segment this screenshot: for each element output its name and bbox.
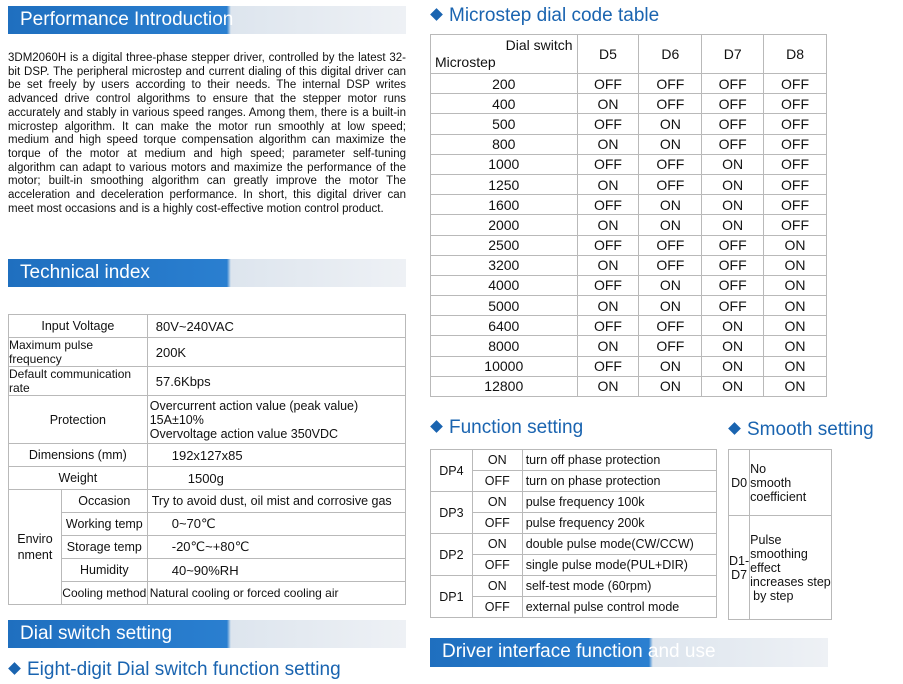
switch-state-d8: OFF: [764, 74, 827, 94]
protection-label: Protection: [9, 396, 148, 444]
table-row: [9, 559, 406, 582]
table-row: [431, 195, 827, 215]
microstep-value: 4000: [431, 275, 578, 295]
performance-text: 3DM2060H is a digital three-phase stepper driver, controlled by the latest 32-bit DSP. The peripheral microstep and current dialing of this digital driver can be set freely by users according to their needs. The internal DSP writes advanced drive control algorithms to ensure that the stepper motor runs accurately and stably in various speed ranges. Among them, there is a built-in microstep algorithm. It can make the motor run smoothly at low speed; medium and high speed torque compensation algorithm can maximize the torque of the motor at medium and high speed; parameter self-tuning algorithm can adapt to various motors and maximize the performance of the motor; built-in smoothing algorithm can greatly improve the motor The acceleration and deceleration performance. In short, this digital driver can meet most occasions and is a highly cost-effective motion control product.: [8, 52, 406, 215]
dip-switch-description: turn off phase protection: [522, 450, 716, 471]
table-row: [431, 555, 717, 576]
dip-switch-state: ON: [472, 492, 522, 513]
microstep-value: 3200: [431, 255, 578, 275]
table-row: [729, 516, 832, 620]
switch-state-d7: ON: [702, 174, 764, 194]
switch-state-d8: ON: [764, 316, 827, 336]
microstep-value: 200: [431, 74, 578, 94]
switch-state-d6: OFF: [639, 74, 702, 94]
table-row: [431, 134, 827, 154]
column-header-d6: D6: [639, 35, 702, 74]
input-voltage-label: Input Voltage: [9, 315, 148, 338]
switch-state-d8: ON: [764, 376, 827, 396]
switch-state-d6: ON: [639, 356, 702, 376]
microstep-value: 1600: [431, 195, 578, 215]
microstep-value: 2500: [431, 235, 578, 255]
switch-state-d5: OFF: [577, 356, 639, 376]
switch-state-d7: ON: [702, 154, 764, 174]
switch-state-d6: OFF: [639, 255, 702, 275]
switch-state-d8: OFF: [764, 154, 827, 174]
switch-state-d5: ON: [577, 255, 639, 275]
switch-state-d5: ON: [577, 174, 639, 194]
dip-switch-label: DP3: [431, 492, 473, 534]
switch-state-d5: OFF: [577, 74, 639, 94]
dip-switch-description: pulse frequency 100k: [522, 492, 716, 513]
switch-state-d8: OFF: [764, 94, 827, 114]
switch-state-d8: ON: [764, 356, 827, 376]
dimensions-value: 192x127x85: [147, 444, 405, 467]
storage-temp-label: Storage temp: [61, 536, 147, 559]
smooth-d0-line: No: [750, 461, 767, 476]
switch-state-d7: OFF: [702, 134, 764, 154]
dial-subheading-text: Eight-digit Dial switch function setting: [27, 659, 341, 680]
switch-state-d8: OFF: [764, 134, 827, 154]
working-temp-label: Working temp: [61, 513, 147, 536]
table-row: [431, 356, 827, 376]
humidity-value: 40~90%RH: [147, 559, 405, 582]
dip-switch-state: ON: [472, 450, 522, 471]
diamond-bullet-icon: [430, 8, 443, 21]
switch-state-d7: OFF: [702, 114, 764, 134]
protection-line1: Overcurrent action value (peak value): [149, 398, 359, 413]
switch-state-d7: ON: [702, 215, 764, 235]
switch-state-d6: OFF: [639, 316, 702, 336]
column-header-d8: D8: [764, 35, 827, 74]
table-row: [431, 154, 827, 174]
switch-state-d5: ON: [577, 376, 639, 396]
switch-state-d7: OFF: [702, 94, 764, 114]
dip-switch-label: DP4: [431, 450, 473, 492]
switch-state-d5: OFF: [577, 154, 639, 174]
environment-label-line2: nment: [17, 548, 53, 562]
smooth-d1d7-label: D1-D7: [729, 516, 750, 620]
switch-state-d6: OFF: [639, 235, 702, 255]
switch-state-d8: ON: [764, 296, 827, 316]
dip-switch-description: double pulse mode(CW/CCW): [522, 534, 716, 555]
microstep-value: 400: [431, 94, 578, 114]
environment-label: [9, 490, 62, 605]
table-row: [729, 450, 832, 516]
function-table: [430, 449, 717, 618]
microstep-heading-text: Microstep dial code table: [449, 5, 660, 26]
function-heading-text: Function setting: [449, 417, 584, 438]
diamond-bullet-icon: [8, 662, 21, 675]
comm-rate-value: 57.6Kbps: [147, 367, 405, 396]
switch-state-d5: ON: [577, 134, 639, 154]
table-row: [431, 450, 717, 471]
smooth-d1d7-line: increases step: [750, 574, 831, 589]
switch-state-d8: ON: [764, 235, 827, 255]
switch-state-d5: ON: [577, 296, 639, 316]
microstep-value: 1000: [431, 154, 578, 174]
dip-switch-description: self-test mode (60rpm): [522, 576, 716, 597]
microstep-value: 800: [431, 134, 578, 154]
technical-banner: [8, 259, 406, 287]
switch-state-d6: ON: [639, 134, 702, 154]
smooth-heading: [728, 419, 874, 441]
switch-state-d5: OFF: [577, 114, 639, 134]
switch-state-d7: OFF: [702, 255, 764, 275]
microstep-rows: [431, 74, 827, 397]
table-row: [431, 576, 717, 597]
switch-state-d6: OFF: [639, 336, 702, 356]
table-row: [9, 582, 406, 605]
table-row: [9, 338, 406, 367]
performance-banner: [8, 6, 406, 34]
smooth-d1d7-line: by step: [753, 588, 794, 603]
dip-switch-description: single pulse mode(PUL+DIR): [522, 555, 716, 576]
table-row: [431, 255, 827, 275]
switch-state-d6: OFF: [639, 174, 702, 194]
smooth-d0-desc: [750, 450, 832, 516]
humidity-label: Humidity: [61, 559, 147, 582]
occasion-value: Try to avoid dust, oil mist and corrosive gas: [147, 490, 405, 513]
comm-rate-label: Default communication rate: [9, 367, 148, 396]
weight-value: 1500g: [147, 467, 405, 490]
switch-state-d8: ON: [764, 336, 827, 356]
switch-state-d8: OFF: [764, 114, 827, 134]
function-rows: [431, 450, 717, 618]
table-row: [431, 513, 717, 534]
switch-state-d7: OFF: [702, 74, 764, 94]
table-row: [9, 315, 406, 338]
working-temp-value: 0~70℃: [147, 513, 405, 536]
corner-bottom-label: Microstep: [435, 54, 496, 70]
switch-state-d8: ON: [764, 255, 827, 275]
diamond-bullet-icon: [728, 422, 741, 435]
microstep-value: 8000: [431, 336, 578, 356]
switch-state-d5: ON: [577, 336, 639, 356]
table-row: [431, 275, 827, 295]
switch-state-d5: ON: [577, 215, 639, 235]
switch-state-d5: OFF: [577, 316, 639, 336]
max-pulse-value: 200K: [147, 338, 405, 367]
switch-state-d8: OFF: [764, 195, 827, 215]
environment-label-line1: Enviro: [17, 532, 53, 546]
switch-state-d7: OFF: [702, 296, 764, 316]
column-header-d7: D7: [702, 35, 764, 74]
dip-switch-state: ON: [472, 576, 522, 597]
dip-switch-state: OFF: [472, 597, 522, 618]
table-row: [9, 490, 406, 513]
switch-state-d5: ON: [577, 94, 639, 114]
microstep-value: 12800: [431, 376, 578, 396]
switch-state-d5: OFF: [577, 275, 639, 295]
switch-state-d7: OFF: [702, 235, 764, 255]
smooth-d1d7-desc: [750, 516, 832, 620]
dimensions-label: Dimensions (mm): [9, 444, 148, 467]
protection-value: [147, 396, 405, 444]
smooth-d1d7-line: smoothing: [750, 546, 808, 561]
dip-switch-label: DP2: [431, 534, 473, 576]
dip-switch-description: pulse frequency 200k: [522, 513, 716, 534]
table-row: [431, 316, 827, 336]
table-row: [431, 597, 717, 618]
switch-state-d5: OFF: [577, 235, 639, 255]
switch-state-d5: OFF: [577, 195, 639, 215]
switch-state-d6: ON: [639, 215, 702, 235]
table-row: [431, 336, 827, 356]
smooth-d0-label: D0: [729, 450, 750, 516]
switch-state-d7: ON: [702, 336, 764, 356]
cooling-label: Cooling method: [61, 582, 147, 605]
smooth-heading-text: Smooth setting: [747, 419, 874, 440]
protection-line3: Overvoltage action value 350VDC: [149, 426, 339, 441]
dial-heading: Dial switch setting: [20, 623, 173, 644]
microstep-corner-cell: [431, 35, 578, 74]
microstep-value: 1250: [431, 174, 578, 194]
storage-temp-value: -20℃~+80℃: [147, 536, 405, 559]
occasion-label: Occasion: [61, 490, 147, 513]
microstep-value: 5000: [431, 296, 578, 316]
smooth-d0-line: smooth: [750, 475, 792, 490]
microstep-heading: [430, 5, 659, 27]
driver-banner: [430, 638, 828, 667]
input-voltage-value: 80V~240VAC: [147, 315, 405, 338]
smooth-d1d7-line: Pulse: [750, 532, 782, 547]
dial-banner: [8, 620, 406, 648]
technical-table: [8, 314, 406, 605]
switch-state-d7: ON: [702, 195, 764, 215]
table-row: [431, 174, 827, 194]
function-heading: [430, 417, 583, 439]
dip-switch-state: OFF: [472, 471, 522, 492]
microstep-table: [430, 34, 827, 397]
switch-state-d7: ON: [702, 356, 764, 376]
table-row: [431, 376, 827, 396]
dip-switch-state: OFF: [472, 555, 522, 576]
switch-state-d8: OFF: [764, 215, 827, 235]
max-pulse-label: Maximum pulse frequency: [9, 338, 148, 367]
smooth-d1d7-line: effect: [750, 560, 781, 575]
smooth-d0-line: coefficient: [750, 489, 807, 504]
performance-heading: Performance Introduction: [20, 9, 234, 30]
table-row: [431, 215, 827, 235]
table-row: [9, 396, 406, 444]
switch-state-d6: ON: [639, 195, 702, 215]
switch-state-d7: ON: [702, 376, 764, 396]
dip-switch-description: external pulse control mode: [522, 597, 716, 618]
switch-state-d6: ON: [639, 114, 702, 134]
smooth-table: [728, 449, 832, 620]
microstep-value: 10000: [431, 356, 578, 376]
dip-switch-state: ON: [472, 534, 522, 555]
table-row: [431, 492, 717, 513]
driver-heading: Driver interface function and use: [442, 641, 716, 662]
table-row: [431, 74, 827, 94]
switch-state-d6: OFF: [639, 94, 702, 114]
switch-state-d7: ON: [702, 316, 764, 336]
switch-state-d6: ON: [639, 376, 702, 396]
switch-state-d6: ON: [639, 296, 702, 316]
corner-top-label: Dial switch: [505, 37, 573, 53]
table-row: [9, 513, 406, 536]
table-row: [431, 235, 827, 255]
switch-state-d7: OFF: [702, 275, 764, 295]
weight-label: Weight: [9, 467, 148, 490]
table-row: [431, 94, 827, 114]
dip-switch-state: OFF: [472, 513, 522, 534]
protection-line2: 15A±10%: [149, 412, 204, 427]
table-row: [9, 467, 406, 490]
table-row: [431, 471, 717, 492]
switch-state-d6: OFF: [639, 154, 702, 174]
dip-switch-label: DP1: [431, 576, 473, 618]
column-header-d5: D5: [577, 35, 639, 74]
switch-state-d6: ON: [639, 275, 702, 295]
switch-state-d8: OFF: [764, 174, 827, 194]
microstep-value: 6400: [431, 316, 578, 336]
table-row: [9, 536, 406, 559]
dial-subheading: [8, 659, 341, 681]
table-row: [431, 114, 827, 134]
microstep-value: 500: [431, 114, 578, 134]
technical-heading: Technical index: [20, 262, 150, 283]
table-row: [431, 296, 827, 316]
diamond-bullet-icon: [430, 420, 443, 433]
switch-state-d8: ON: [764, 275, 827, 295]
cooling-value: Natural cooling or forced cooling air: [147, 582, 405, 605]
table-row: [9, 367, 406, 396]
microstep-value: 2000: [431, 215, 578, 235]
dip-switch-description: turn on phase protection: [522, 471, 716, 492]
table-row: [431, 534, 717, 555]
table-row: [9, 444, 406, 467]
